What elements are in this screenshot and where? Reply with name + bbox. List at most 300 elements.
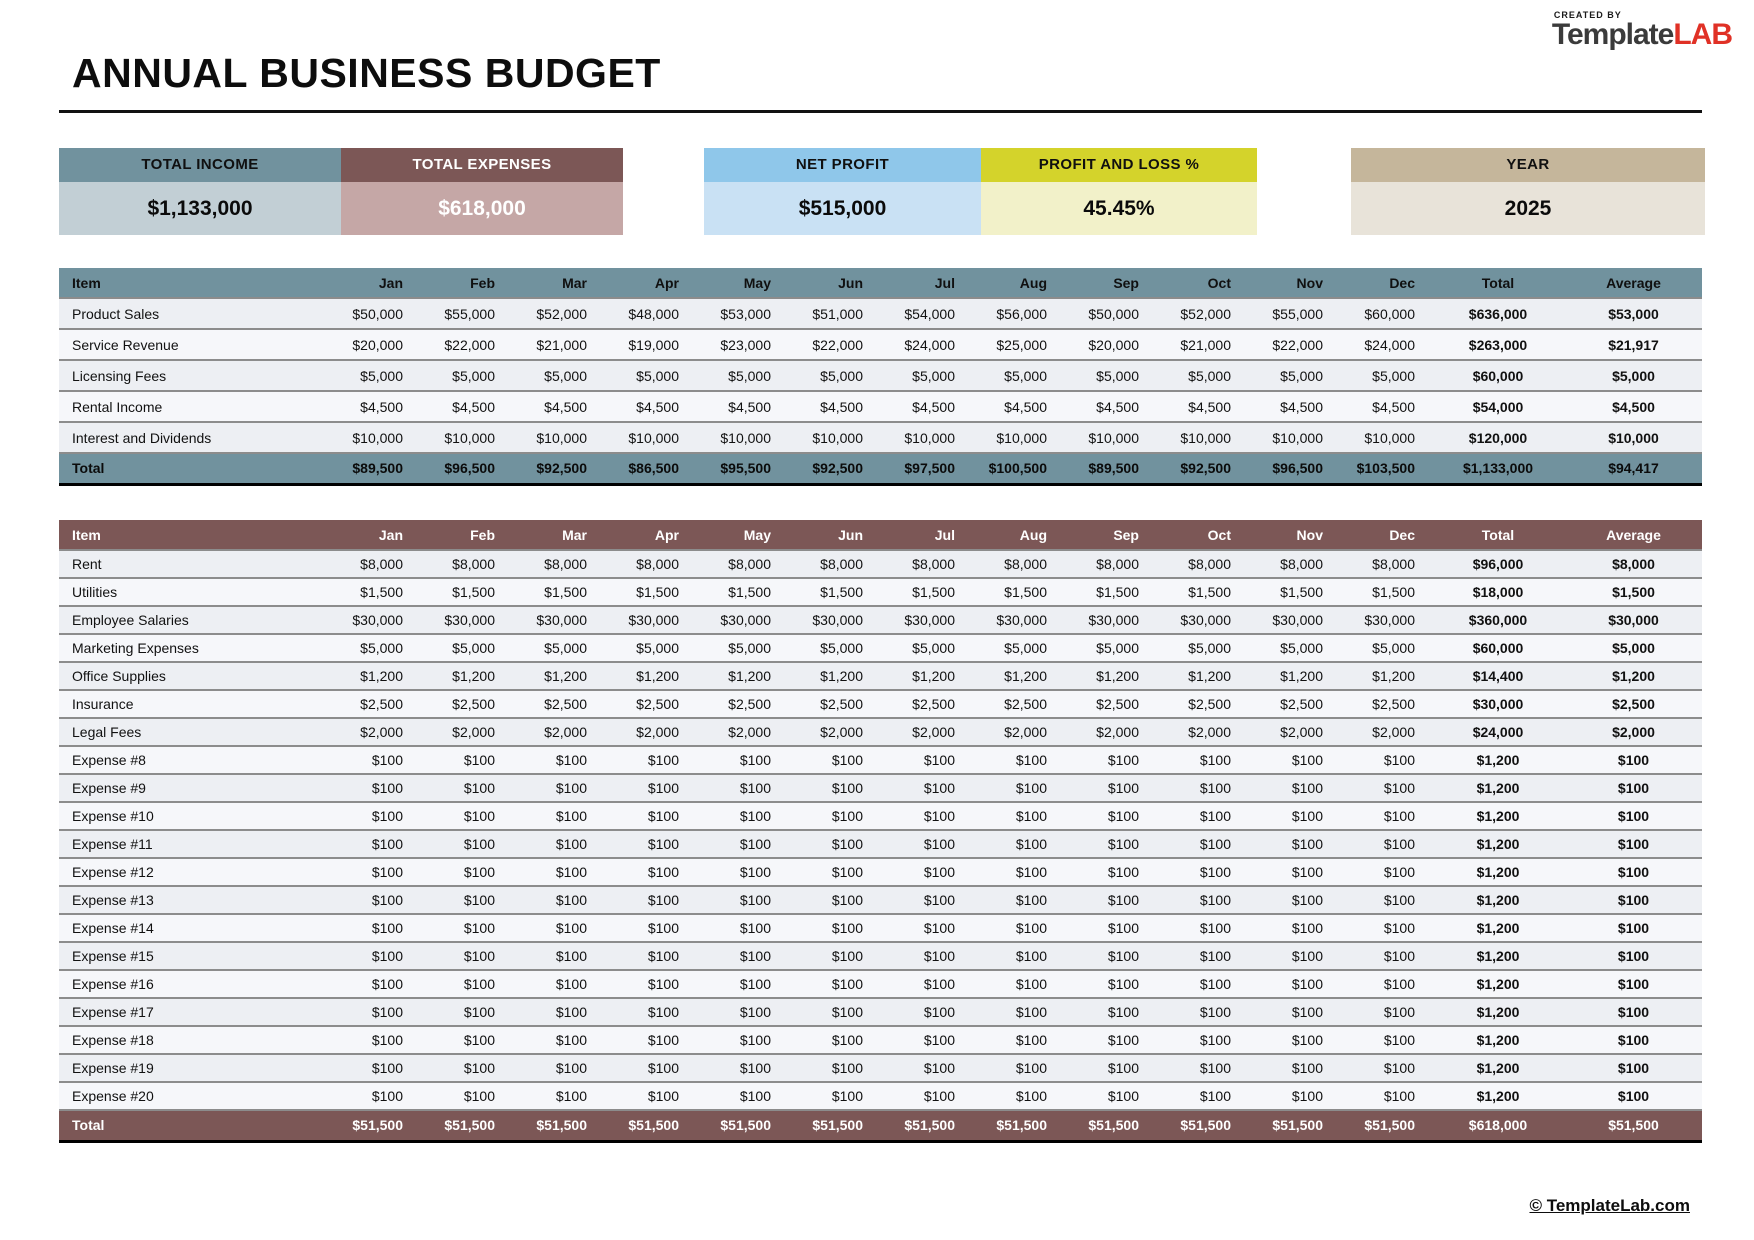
cell-may: $5,000 xyxy=(695,360,787,391)
cell-item: Expense #10 xyxy=(59,802,327,830)
cell-oct: $92,500 xyxy=(1155,453,1247,484)
cell-mar: $100 xyxy=(511,802,603,830)
cell-dec: $100 xyxy=(1339,1026,1431,1054)
cell-feb: $100 xyxy=(419,774,511,802)
cell-sep: $8,000 xyxy=(1063,550,1155,578)
cell-mar: $21,000 xyxy=(511,329,603,360)
expense-col-month-nov: Nov xyxy=(1247,520,1339,550)
cell-mar: $51,500 xyxy=(511,1110,603,1141)
cell-sep: $100 xyxy=(1063,998,1155,1026)
cell-jun: $5,000 xyxy=(787,634,879,662)
logo-brand-template: Template xyxy=(1551,18,1674,51)
cell-item: Expense #11 xyxy=(59,830,327,858)
cell-sep: $100 xyxy=(1063,746,1155,774)
cell-total: $636,000 xyxy=(1431,298,1565,329)
cell-feb: $100 xyxy=(419,970,511,998)
cell-may: $1,500 xyxy=(695,578,787,606)
cell-nov: $96,500 xyxy=(1247,453,1339,484)
net-profit-value: $515,000 xyxy=(704,182,981,235)
cell-oct: $100 xyxy=(1155,830,1247,858)
cell-mar: $2,500 xyxy=(511,690,603,718)
cell-total: $18,000 xyxy=(1431,578,1565,606)
cell-average: $2,500 xyxy=(1565,690,1702,718)
cell-total: $24,000 xyxy=(1431,718,1565,746)
cell-mar: $100 xyxy=(511,746,603,774)
income-col-month-oct: Oct xyxy=(1155,268,1247,298)
expense-col-item: Item xyxy=(59,520,327,550)
cell-oct: $52,000 xyxy=(1155,298,1247,329)
cell-dec: $100 xyxy=(1339,886,1431,914)
cell-aug: $100 xyxy=(971,886,1063,914)
cell-jul: $100 xyxy=(879,858,971,886)
cell-jul: $5,000 xyxy=(879,634,971,662)
expense-row xyxy=(59,578,1702,606)
cell-jun: $2,000 xyxy=(787,718,879,746)
cell-feb: $5,000 xyxy=(419,634,511,662)
cell-feb: $100 xyxy=(419,830,511,858)
cell-dec: $100 xyxy=(1339,914,1431,942)
cell-dec: $103,500 xyxy=(1339,453,1431,484)
cell-jun: $100 xyxy=(787,746,879,774)
cell-nov: $5,000 xyxy=(1247,634,1339,662)
cell-jun: $100 xyxy=(787,802,879,830)
cell-item: Legal Fees xyxy=(59,718,327,746)
cell-nov: $8,000 xyxy=(1247,550,1339,578)
cell-feb: $2,000 xyxy=(419,718,511,746)
cell-total: $618,000 xyxy=(1431,1110,1565,1141)
cell-mar: $4,500 xyxy=(511,391,603,422)
logo-brand-lab: LAB xyxy=(1673,18,1732,51)
cell-jan: $89,500 xyxy=(327,453,419,484)
cell-sep: $100 xyxy=(1063,914,1155,942)
cell-may: $100 xyxy=(695,830,787,858)
cell-feb: $96,500 xyxy=(419,453,511,484)
cell-apr: $100 xyxy=(603,998,695,1026)
cell-jan: $100 xyxy=(327,858,419,886)
cell-jun: $51,000 xyxy=(787,298,879,329)
cell-may: $2,500 xyxy=(695,690,787,718)
cell-sep: $20,000 xyxy=(1063,329,1155,360)
profit-loss-value: 45.45% xyxy=(981,182,1257,235)
cell-mar: $1,500 xyxy=(511,578,603,606)
cell-sep: $100 xyxy=(1063,858,1155,886)
cell-jan: $100 xyxy=(327,774,419,802)
cell-jan: $1,500 xyxy=(327,578,419,606)
cell-average: $100 xyxy=(1565,802,1702,830)
cell-feb: $100 xyxy=(419,746,511,774)
cell-jul: $10,000 xyxy=(879,422,971,453)
cell-may: $53,000 xyxy=(695,298,787,329)
cell-nov: $100 xyxy=(1247,802,1339,830)
cell-feb: $4,500 xyxy=(419,391,511,422)
cell-dec: $1,500 xyxy=(1339,578,1431,606)
cell-oct: $1,500 xyxy=(1155,578,1247,606)
cell-apr: $5,000 xyxy=(603,360,695,391)
cell-apr: $19,000 xyxy=(603,329,695,360)
cell-dec: $100 xyxy=(1339,970,1431,998)
logo-created-by: CREATED BY xyxy=(1553,10,1622,20)
cell-average: $100 xyxy=(1565,942,1702,970)
cell-apr: $2,500 xyxy=(603,690,695,718)
cell-total: $1,200 xyxy=(1431,970,1565,998)
cell-sep: $30,000 xyxy=(1063,606,1155,634)
income-row xyxy=(59,360,1702,391)
cell-nov: $30,000 xyxy=(1247,606,1339,634)
cell-aug: $10,000 xyxy=(971,422,1063,453)
cell-may: $100 xyxy=(695,802,787,830)
cell-item: Marketing Expenses xyxy=(59,634,327,662)
cell-dec: $51,500 xyxy=(1339,1110,1431,1141)
expense-col-month-mar: Mar xyxy=(511,520,603,550)
cell-aug: $100 xyxy=(971,942,1063,970)
cell-nov: $100 xyxy=(1247,998,1339,1026)
cell-mar: $30,000 xyxy=(511,606,603,634)
cell-dec: $30,000 xyxy=(1339,606,1431,634)
cell-mar: $100 xyxy=(511,858,603,886)
expense-row xyxy=(59,858,1702,886)
cell-may: $100 xyxy=(695,886,787,914)
cell-sep: $5,000 xyxy=(1063,634,1155,662)
cell-item: Expense #9 xyxy=(59,774,327,802)
cell-feb: $100 xyxy=(419,942,511,970)
income-row xyxy=(59,422,1702,453)
cell-item: Expense #20 xyxy=(59,1082,327,1110)
cell-jun: $100 xyxy=(787,942,879,970)
cell-dec: $5,000 xyxy=(1339,360,1431,391)
cell-jun: $100 xyxy=(787,1026,879,1054)
cell-may: $100 xyxy=(695,746,787,774)
cell-jan: $100 xyxy=(327,998,419,1026)
cell-oct: $1,200 xyxy=(1155,662,1247,690)
income-col-month-nov: Nov xyxy=(1247,268,1339,298)
cell-may: $8,000 xyxy=(695,550,787,578)
cell-jan: $50,000 xyxy=(327,298,419,329)
summary-card-net-profit xyxy=(704,148,981,235)
expense-row xyxy=(59,690,1702,718)
income-col-month-dec: Dec xyxy=(1339,268,1431,298)
cell-item: Interest and Dividends xyxy=(59,422,327,453)
cell-oct: $100 xyxy=(1155,802,1247,830)
cell-jan: $5,000 xyxy=(327,360,419,391)
cell-total: $1,200 xyxy=(1431,858,1565,886)
income-row xyxy=(59,329,1702,360)
cell-oct: $8,000 xyxy=(1155,550,1247,578)
cell-item: Expense #15 xyxy=(59,942,327,970)
cell-nov: $100 xyxy=(1247,970,1339,998)
cell-jul: $100 xyxy=(879,914,971,942)
cell-jan: $2,500 xyxy=(327,690,419,718)
cell-nov: $5,000 xyxy=(1247,360,1339,391)
cell-average: $100 xyxy=(1565,914,1702,942)
cell-mar: $8,000 xyxy=(511,550,603,578)
cell-jan: $100 xyxy=(327,942,419,970)
cell-apr: $51,500 xyxy=(603,1110,695,1141)
cell-jan: $100 xyxy=(327,1082,419,1110)
cell-apr: $100 xyxy=(603,1054,695,1082)
cell-jul: $1,500 xyxy=(879,578,971,606)
cell-oct: $100 xyxy=(1155,1026,1247,1054)
cell-feb: $22,000 xyxy=(419,329,511,360)
cell-apr: $10,000 xyxy=(603,422,695,453)
cell-feb: $1,200 xyxy=(419,662,511,690)
cell-dec: $5,000 xyxy=(1339,634,1431,662)
cell-average: $100 xyxy=(1565,886,1702,914)
income-col-month-may: May xyxy=(695,268,787,298)
cell-sep: $2,000 xyxy=(1063,718,1155,746)
income-col-month-mar: Mar xyxy=(511,268,603,298)
cell-feb: $55,000 xyxy=(419,298,511,329)
cell-feb: $100 xyxy=(419,914,511,942)
cell-apr: $2,000 xyxy=(603,718,695,746)
cell-jul: $4,500 xyxy=(879,391,971,422)
cell-mar: $52,000 xyxy=(511,298,603,329)
cell-oct: $21,000 xyxy=(1155,329,1247,360)
cell-dec: $100 xyxy=(1339,998,1431,1026)
expense-row xyxy=(59,998,1702,1026)
cell-dec: $100 xyxy=(1339,942,1431,970)
cell-jan: $100 xyxy=(327,970,419,998)
cell-dec: $100 xyxy=(1339,802,1431,830)
cell-dec: $2,000 xyxy=(1339,718,1431,746)
expense-col-total: Total xyxy=(1431,520,1565,550)
income-total-row xyxy=(59,453,1702,484)
cell-jul: $100 xyxy=(879,886,971,914)
expense-row xyxy=(59,634,1702,662)
cell-may: $100 xyxy=(695,970,787,998)
cell-total: $1,200 xyxy=(1431,774,1565,802)
cell-jun: $10,000 xyxy=(787,422,879,453)
expense-row xyxy=(59,718,1702,746)
cell-apr: $100 xyxy=(603,802,695,830)
cell-average: $1,500 xyxy=(1565,578,1702,606)
cell-jun: $92,500 xyxy=(787,453,879,484)
cell-jul: $100 xyxy=(879,942,971,970)
cell-jul: $51,500 xyxy=(879,1110,971,1141)
cell-feb: $10,000 xyxy=(419,422,511,453)
cell-average: $94,417 xyxy=(1565,453,1702,484)
cell-sep: $89,500 xyxy=(1063,453,1155,484)
cell-feb: $100 xyxy=(419,1082,511,1110)
cell-aug: $100 xyxy=(971,746,1063,774)
cell-nov: $100 xyxy=(1247,746,1339,774)
cell-jan: $100 xyxy=(327,746,419,774)
cell-nov: $100 xyxy=(1247,886,1339,914)
cell-item: Employee Salaries xyxy=(59,606,327,634)
cell-may: $100 xyxy=(695,942,787,970)
cell-may: $10,000 xyxy=(695,422,787,453)
cell-item: Expense #12 xyxy=(59,858,327,886)
cell-jul: $100 xyxy=(879,1082,971,1110)
cell-may: $23,000 xyxy=(695,329,787,360)
income-col-month-jun: Jun xyxy=(787,268,879,298)
cell-sep: $2,500 xyxy=(1063,690,1155,718)
cell-aug: $5,000 xyxy=(971,634,1063,662)
cell-jul: $1,200 xyxy=(879,662,971,690)
cell-mar: $100 xyxy=(511,1054,603,1082)
cell-nov: $4,500 xyxy=(1247,391,1339,422)
cell-aug: $100,500 xyxy=(971,453,1063,484)
cell-oct: $100 xyxy=(1155,1054,1247,1082)
cell-may: $100 xyxy=(695,1054,787,1082)
cell-sep: $100 xyxy=(1063,1026,1155,1054)
cell-aug: $100 xyxy=(971,1026,1063,1054)
cell-dec: $100 xyxy=(1339,858,1431,886)
cell-sep: $10,000 xyxy=(1063,422,1155,453)
cell-jan: $8,000 xyxy=(327,550,419,578)
cell-aug: $2,000 xyxy=(971,718,1063,746)
cell-mar: $5,000 xyxy=(511,634,603,662)
cell-may: $100 xyxy=(695,1026,787,1054)
cell-oct: $10,000 xyxy=(1155,422,1247,453)
templatelab-footer-link[interactable]: © TemplateLab.com xyxy=(1529,1196,1690,1215)
cell-apr: $4,500 xyxy=(603,391,695,422)
cell-may: $100 xyxy=(695,858,787,886)
cell-mar: $2,000 xyxy=(511,718,603,746)
logo-brand xyxy=(1552,20,1732,50)
cell-feb: $100 xyxy=(419,1054,511,1082)
cell-may: $2,000 xyxy=(695,718,787,746)
cell-dec: $24,000 xyxy=(1339,329,1431,360)
cell-item: Service Revenue xyxy=(59,329,327,360)
cell-apr: $30,000 xyxy=(603,606,695,634)
summary-card-total-income xyxy=(59,148,341,235)
expense-budget-table xyxy=(59,520,1702,1143)
cell-oct: $30,000 xyxy=(1155,606,1247,634)
net-profit-label: NET PROFIT xyxy=(704,148,981,182)
cell-aug: $100 xyxy=(971,830,1063,858)
cell-average: $4,500 xyxy=(1565,391,1702,422)
cell-nov: $51,500 xyxy=(1247,1110,1339,1141)
cell-jun: $22,000 xyxy=(787,329,879,360)
cell-item: Product Sales xyxy=(59,298,327,329)
cell-mar: $100 xyxy=(511,998,603,1026)
cell-jul: $97,500 xyxy=(879,453,971,484)
cell-mar: $100 xyxy=(511,970,603,998)
cell-total: $30,000 xyxy=(1431,690,1565,718)
expense-col-month-oct: Oct xyxy=(1155,520,1247,550)
total-income-label: TOTAL INCOME xyxy=(59,148,341,182)
cell-aug: $100 xyxy=(971,1082,1063,1110)
cell-oct: $100 xyxy=(1155,1082,1247,1110)
cell-aug: $51,500 xyxy=(971,1110,1063,1141)
income-col-month-jul: Jul xyxy=(879,268,971,298)
cell-average: $100 xyxy=(1565,1082,1702,1110)
cell-jul: $100 xyxy=(879,970,971,998)
cell-aug: $5,000 xyxy=(971,360,1063,391)
expense-row xyxy=(59,606,1702,634)
cell-mar: $100 xyxy=(511,1082,603,1110)
cell-jul: $24,000 xyxy=(879,329,971,360)
cell-jun: $2,500 xyxy=(787,690,879,718)
cell-jun: $8,000 xyxy=(787,550,879,578)
cell-sep: $100 xyxy=(1063,774,1155,802)
cell-may: $51,500 xyxy=(695,1110,787,1141)
cell-item: Office Supplies xyxy=(59,662,327,690)
cell-jan: $51,500 xyxy=(327,1110,419,1141)
cell-feb: $30,000 xyxy=(419,606,511,634)
cell-nov: $100 xyxy=(1247,1026,1339,1054)
income-col-average: Average xyxy=(1565,268,1702,298)
total-expenses-value: $618,000 xyxy=(341,182,623,235)
cell-total: $120,000 xyxy=(1431,422,1565,453)
cell-apr: $100 xyxy=(603,830,695,858)
cell-item: Expense #13 xyxy=(59,886,327,914)
expense-row xyxy=(59,886,1702,914)
cell-item: Total xyxy=(59,453,327,484)
cell-oct: $100 xyxy=(1155,942,1247,970)
cell-total: $96,000 xyxy=(1431,550,1565,578)
cell-jun: $4,500 xyxy=(787,391,879,422)
cell-average: $8,000 xyxy=(1565,550,1702,578)
cell-item: Expense #19 xyxy=(59,1054,327,1082)
cell-jul: $2,500 xyxy=(879,690,971,718)
cell-aug: $100 xyxy=(971,1054,1063,1082)
cell-total: $60,000 xyxy=(1431,634,1565,662)
cell-total: $1,200 xyxy=(1431,886,1565,914)
cell-average: $21,917 xyxy=(1565,329,1702,360)
cell-apr: $100 xyxy=(603,942,695,970)
cell-item: Rental Income xyxy=(59,391,327,422)
cell-oct: $100 xyxy=(1155,886,1247,914)
summary-card-year xyxy=(1351,148,1705,235)
cell-sep: $4,500 xyxy=(1063,391,1155,422)
cell-may: $100 xyxy=(695,914,787,942)
cell-jul: $100 xyxy=(879,998,971,1026)
cell-jul: $100 xyxy=(879,746,971,774)
income-col-month-sep: Sep xyxy=(1063,268,1155,298)
cell-jun: $100 xyxy=(787,774,879,802)
cell-dec: $4,500 xyxy=(1339,391,1431,422)
cell-average: $10,000 xyxy=(1565,422,1702,453)
cell-may: $100 xyxy=(695,998,787,1026)
cell-feb: $100 xyxy=(419,802,511,830)
expense-row xyxy=(59,970,1702,998)
cell-dec: $60,000 xyxy=(1339,298,1431,329)
cell-sep: $5,000 xyxy=(1063,360,1155,391)
cell-dec: $1,200 xyxy=(1339,662,1431,690)
cell-oct: $5,000 xyxy=(1155,634,1247,662)
cell-apr: $100 xyxy=(603,886,695,914)
cell-apr: $100 xyxy=(603,1082,695,1110)
cell-sep: $1,500 xyxy=(1063,578,1155,606)
cell-feb: $8,000 xyxy=(419,550,511,578)
cell-item: Expense #16 xyxy=(59,970,327,998)
cell-mar: $5,000 xyxy=(511,360,603,391)
cell-may: $5,000 xyxy=(695,634,787,662)
cell-mar: $92,500 xyxy=(511,453,603,484)
expense-row xyxy=(59,550,1702,578)
cell-oct: $100 xyxy=(1155,774,1247,802)
cell-nov: $22,000 xyxy=(1247,329,1339,360)
cell-apr: $100 xyxy=(603,746,695,774)
cell-apr: $1,200 xyxy=(603,662,695,690)
cell-jun: $100 xyxy=(787,830,879,858)
expense-row xyxy=(59,942,1702,970)
cell-jun: $100 xyxy=(787,858,879,886)
expense-col-month-sep: Sep xyxy=(1063,520,1155,550)
cell-mar: $100 xyxy=(511,774,603,802)
income-header-row xyxy=(59,268,1702,298)
cell-average: $100 xyxy=(1565,774,1702,802)
cell-item: Utilities xyxy=(59,578,327,606)
expense-row xyxy=(59,774,1702,802)
cell-nov: $1,500 xyxy=(1247,578,1339,606)
cell-oct: $5,000 xyxy=(1155,360,1247,391)
cell-jan: $5,000 xyxy=(327,634,419,662)
cell-mar: $100 xyxy=(511,886,603,914)
cell-aug: $100 xyxy=(971,774,1063,802)
cell-jul: $100 xyxy=(879,1026,971,1054)
